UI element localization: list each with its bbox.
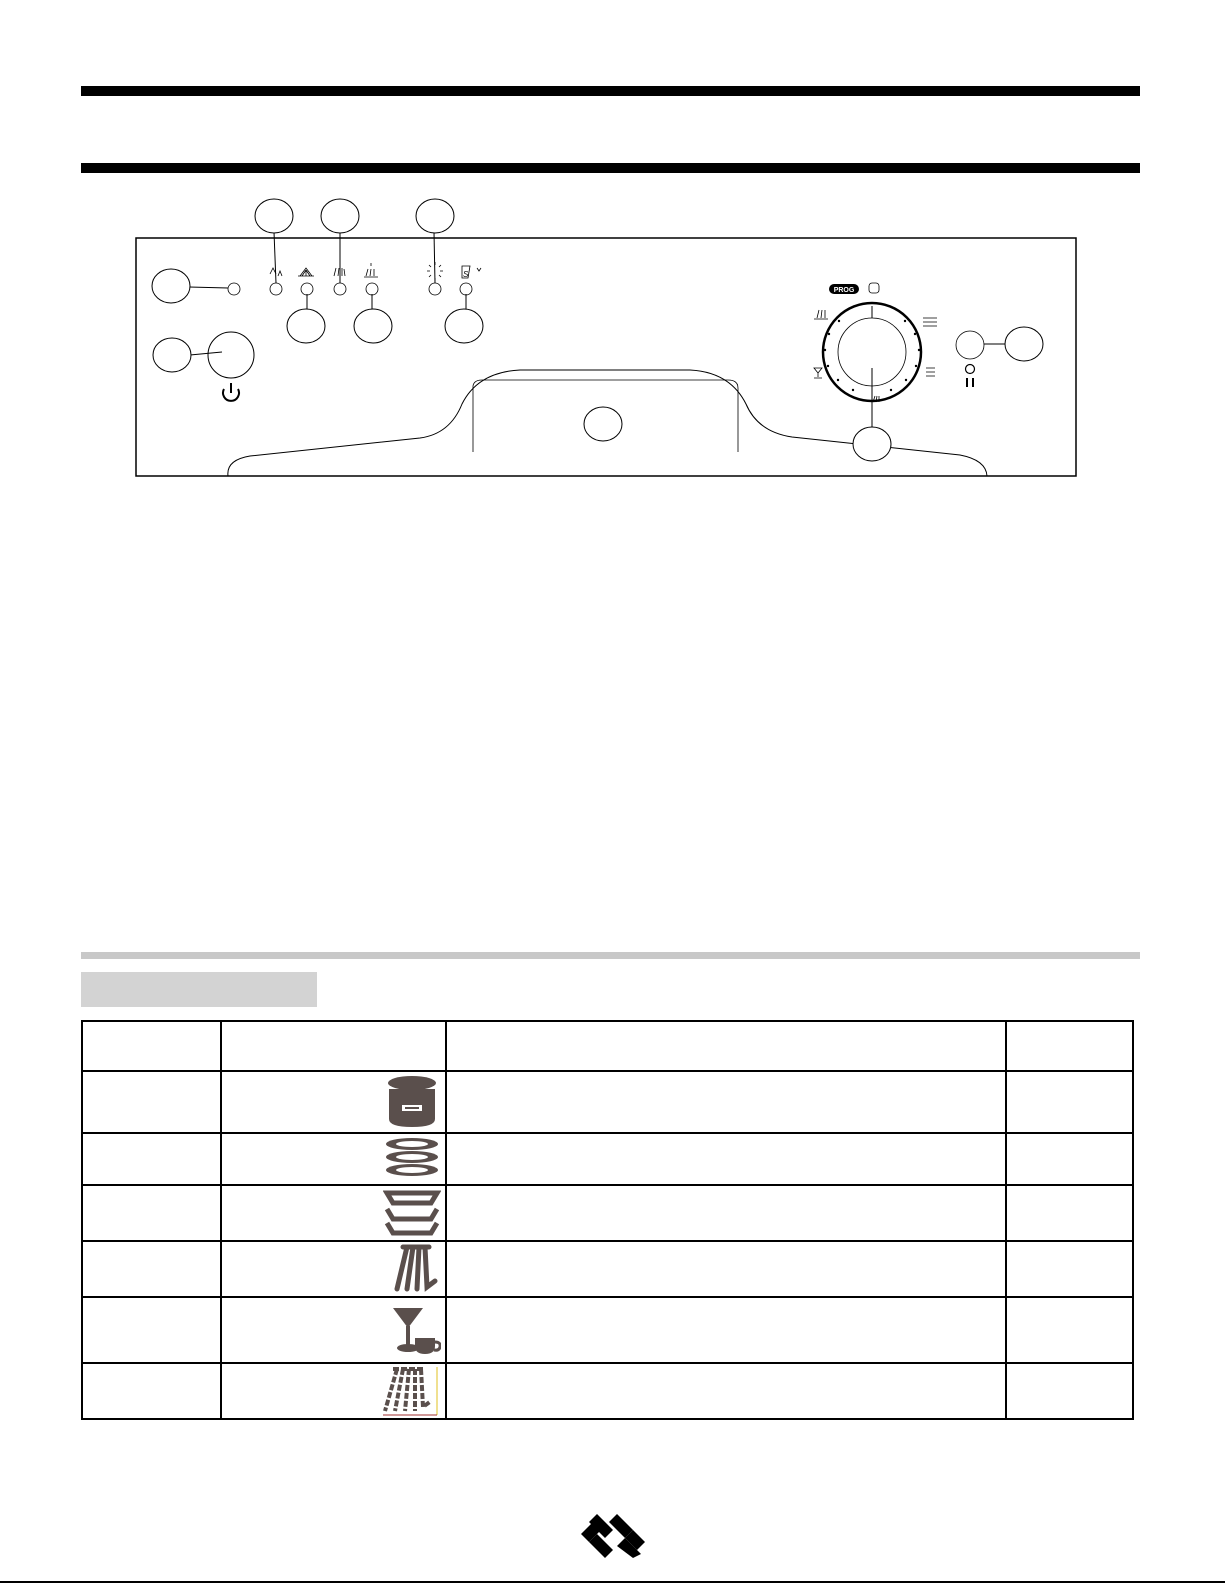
callout-9 bbox=[1005, 327, 1043, 361]
table-row bbox=[82, 1241, 1133, 1297]
table-cell bbox=[82, 1363, 221, 1419]
header-cell bbox=[221, 1021, 446, 1071]
table-cell bbox=[1006, 1241, 1133, 1297]
callout-3 bbox=[255, 199, 293, 233]
led-2 bbox=[301, 283, 313, 295]
dry-icon bbox=[364, 263, 378, 277]
table-cell bbox=[1006, 1071, 1133, 1133]
top-rule bbox=[81, 86, 1140, 96]
header-cell bbox=[446, 1021, 1006, 1071]
rinse-icon bbox=[381, 1365, 441, 1417]
table-cell bbox=[82, 1241, 221, 1297]
icon-cell bbox=[221, 1185, 446, 1241]
section-rule bbox=[81, 952, 1140, 959]
spray-icon bbox=[298, 268, 314, 276]
shower-small-icon bbox=[814, 310, 828, 319]
table-header-row bbox=[82, 1021, 1133, 1071]
callout-2 bbox=[153, 338, 191, 372]
led-4 bbox=[366, 283, 378, 295]
callout-11 bbox=[584, 407, 622, 441]
header-cell bbox=[82, 1021, 221, 1071]
icon-cell bbox=[221, 1297, 446, 1363]
salt-small-icon bbox=[477, 268, 481, 271]
icon-cell bbox=[221, 1071, 446, 1133]
pot-icon bbox=[383, 1075, 441, 1129]
header-cell bbox=[1006, 1021, 1133, 1071]
table-cell bbox=[82, 1071, 221, 1133]
brand-logo bbox=[577, 1510, 649, 1558]
callout-1 bbox=[152, 269, 190, 303]
table-row bbox=[82, 1363, 1133, 1419]
table-cell bbox=[82, 1185, 221, 1241]
plates-outline-small-icon bbox=[926, 368, 935, 376]
control-panel-diagram bbox=[0, 195, 1225, 485]
led-3 bbox=[334, 283, 346, 295]
table-cell bbox=[446, 1185, 1006, 1241]
table-row bbox=[82, 1185, 1133, 1241]
program-table bbox=[81, 1020, 1134, 1420]
icon-cell bbox=[221, 1363, 446, 1419]
table-cell bbox=[446, 1297, 1006, 1363]
svg-text:S: S bbox=[463, 270, 469, 279]
section-heading-tab bbox=[81, 972, 317, 1007]
glass-small-icon bbox=[814, 368, 822, 378]
power-button bbox=[208, 332, 254, 378]
callout-4 bbox=[321, 199, 359, 233]
table-cell bbox=[82, 1297, 221, 1363]
start-icon bbox=[966, 365, 975, 374]
footer-rule bbox=[0, 1581, 1225, 1583]
icon-cell bbox=[221, 1133, 446, 1185]
plates-small-icon bbox=[923, 318, 937, 326]
table-cell bbox=[1006, 1363, 1133, 1419]
table-cell bbox=[446, 1133, 1006, 1185]
led-1 bbox=[270, 283, 282, 295]
callout-8 bbox=[445, 309, 483, 343]
table-cell bbox=[82, 1133, 221, 1185]
stacked-plates-icon bbox=[383, 1136, 441, 1182]
led-symbols bbox=[270, 262, 481, 281]
led-6 bbox=[460, 283, 472, 295]
pot-small-icon bbox=[869, 283, 879, 293]
callout-5 bbox=[416, 199, 454, 233]
plates-outline-icon bbox=[383, 1189, 441, 1237]
table-cell bbox=[1006, 1133, 1133, 1185]
table-row bbox=[82, 1297, 1133, 1363]
start-pause-button bbox=[956, 331, 984, 359]
icon-cell bbox=[221, 1241, 446, 1297]
led-5 bbox=[429, 283, 441, 295]
header-rule bbox=[81, 163, 1140, 173]
table-cell bbox=[1006, 1185, 1133, 1241]
table-cell bbox=[446, 1241, 1006, 1297]
power-indicator-led bbox=[228, 283, 240, 295]
table-cell bbox=[446, 1071, 1006, 1133]
shower-spray-icon bbox=[389, 1243, 441, 1295]
table-row bbox=[82, 1133, 1133, 1185]
pause-icon bbox=[967, 378, 973, 387]
table-cell bbox=[446, 1363, 1006, 1419]
svg-text:PROG: PROG bbox=[833, 287, 855, 294]
callout-6 bbox=[287, 309, 325, 343]
glass-and-cup-icon bbox=[385, 1302, 441, 1358]
table-cell bbox=[1006, 1297, 1133, 1363]
table-row bbox=[82, 1071, 1133, 1133]
callout-10 bbox=[853, 427, 891, 461]
callout-7 bbox=[354, 309, 392, 343]
